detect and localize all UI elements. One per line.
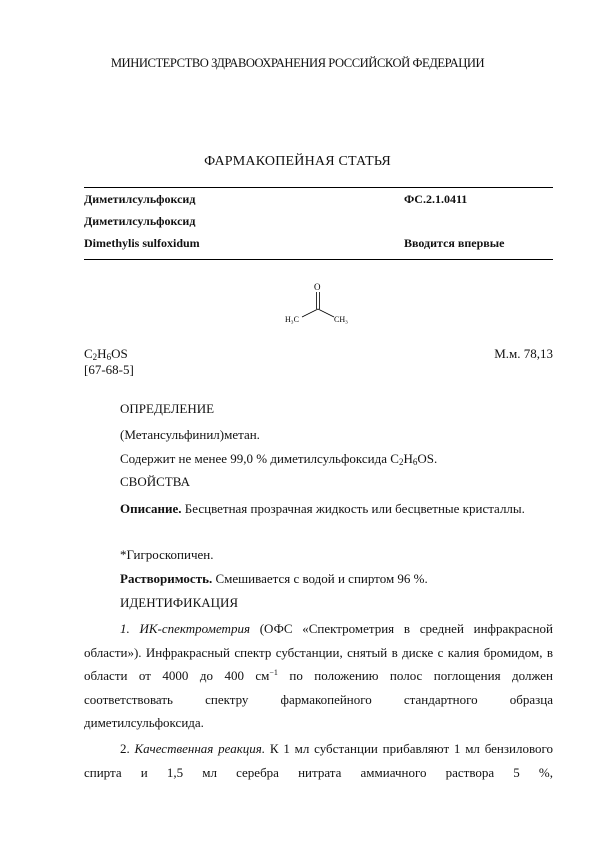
methyl-right-label: CH₃	[334, 315, 348, 324]
latin-name: Dimethylis sulfoxidum	[84, 236, 200, 250]
chemical-name: (Метансульфинил)метан.	[120, 427, 260, 442]
status-text: Вводится впервые	[404, 236, 505, 250]
oxygen-atom-label: O	[314, 282, 321, 292]
molecular-formula: $C_2H_6OS$	[84, 346, 128, 362]
hygroscopic-note: *Гигроскопичен.	[120, 547, 214, 562]
cas-number: [67-68-5]	[84, 362, 134, 377]
header-rule-top	[84, 187, 553, 188]
structural-formula	[280, 280, 360, 330]
molecular-mass: М.м. 78,13	[494, 346, 553, 361]
drug-name-1: Диметилсульфоксид	[84, 192, 196, 206]
header-rule-bottom	[84, 259, 553, 260]
definition-heading: ОПРЕДЕЛЕНИЕ	[120, 401, 215, 416]
qualitative-reaction-paragraph: 2. Качественная реакция. К 1 мл субстанции прибавляют 1 мл бензилового спирта и 1,5 мл серебра нитрата аммиачного раствора 5 %,	[84, 741, 554, 780]
description-paragraph: Описание. Бесцветная прозрачная жидкость или бесцветные кристаллы.	[120, 501, 525, 516]
monograph-code: ФС.2.1.0411	[404, 192, 468, 206]
article-title: ФАРМАКОПЕЙНАЯ СТАТЬЯ	[204, 154, 391, 169]
properties-heading: СВОЙСТВА	[120, 474, 190, 489]
ir-paragraph: 1. ИК-спектрометрия (ОФС «Спектрометрия в средней инфракрасной области»). Инфракрасный спектр субстанции, снятый в диске с калия бромидом, в области от 4000 до 400 $см^{-1}$ по положению полос поглощения должен соответствовать спектру фармакопейного стандартного образца диметилсульфоксида.	[84, 621, 553, 731]
drug-name-2: Диметилсульфоксид	[84, 214, 196, 228]
identification-heading: ИДЕНТИФИКАЦИЯ	[120, 595, 239, 610]
content-statement: Содержит не менее 99,0 % диметилсульфоксида $C_2H_6OS$.	[120, 451, 438, 467]
solubility-line: Растворимость. Смешивается с водой и спиртом 96 %.	[120, 571, 428, 586]
ministry-heading: МИНИСТЕРСТВО ЗДРАВООХРАНЕНИЯ РОССИЙСКОЙ ФЕДЕРАЦИИ	[110, 56, 485, 70]
methyl-left-label: H₃C	[285, 315, 299, 324]
